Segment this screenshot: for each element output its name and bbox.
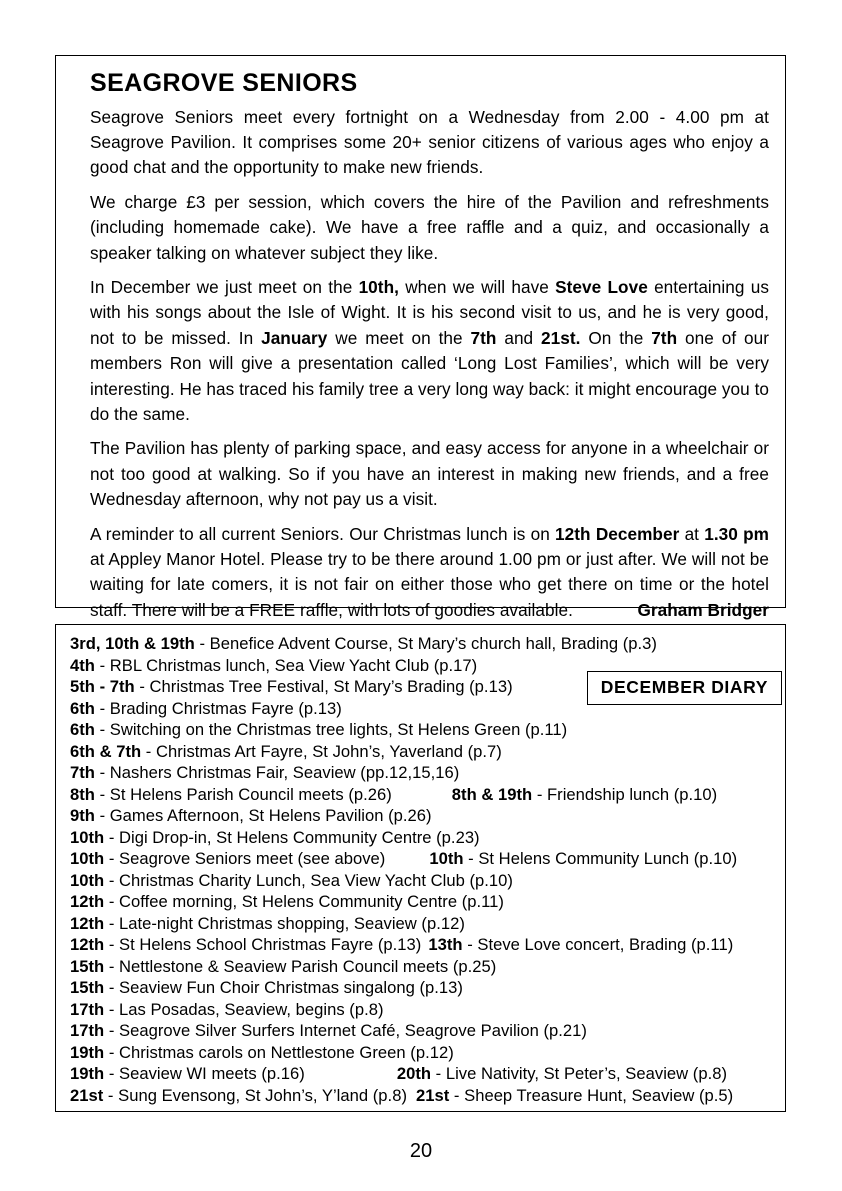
- diary-entry-date: 12th: [70, 892, 105, 911]
- diary-entry-date: 15th: [70, 956, 105, 976]
- diary-entry: [70, 1063, 775, 1085]
- diary-entry: [70, 827, 775, 849]
- diary-entry: [70, 913, 775, 935]
- diary-entry: [70, 1085, 775, 1107]
- article-paragraph: We charge £3 per session, which covers the hire of the Pavilion and refreshments (including homemade cake). We have a free raffle and a quiz, and occasionally a speaker talking on whatever subject they like.: [90, 191, 769, 263]
- diary-entry-secondary: [428, 934, 733, 956]
- diary-entry-text: - St Helens Parish Council meets (p.26): [94, 784, 392, 804]
- diary-entry: [70, 741, 775, 763]
- diary-entry-date: 10th: [70, 827, 105, 847]
- diary-entry-text: - St Helens Community Lunch (p.10): [463, 849, 738, 868]
- diary-entry-text: - Christmas Art Fayre, St John’s, Yaverland (p.7): [141, 741, 502, 761]
- diary-entry-date: 21st: [416, 1085, 450, 1105]
- diary-entry-date: 10th: [70, 849, 105, 868]
- article-body: [90, 105, 769, 624]
- diary-entry: [70, 1042, 775, 1064]
- diary-entry: [70, 762, 775, 784]
- diary-entry-date: 19th: [70, 1042, 105, 1062]
- diary-entry-date: 4th: [70, 655, 95, 675]
- diary-entry-text: - RBL Christmas lunch, Sea View Yacht Club (p.17): [94, 655, 478, 675]
- diary-entry-text: - Steve Love concert, Brading (p.11): [462, 935, 734, 954]
- diary-entry-date: 15th: [70, 978, 105, 997]
- diary-entry-date: 3rd, 10th & 19th: [70, 634, 195, 653]
- diary-entry: [70, 719, 775, 741]
- diary-entry-text: - Live Nativity, St Peter’s, Seaview (p.8): [431, 1064, 728, 1083]
- diary-entry-date: 13th: [428, 935, 463, 954]
- diary-entry-date: 10th: [70, 870, 105, 890]
- diary-entry-secondary: [452, 784, 717, 806]
- diary-entry-secondary: [397, 1063, 727, 1085]
- diary-entry-text: - Nettlestone & Seaview Parish Council meets (p.25): [104, 956, 497, 976]
- diary-entry-date: 17th: [70, 999, 105, 1019]
- diary-entry-date: 12th: [70, 913, 105, 933]
- diary-entry: [70, 805, 775, 827]
- article-paragraph: Seagrove Seniors meet every fortnight on a Wednesday from 2.00 - 4.00 pm at Seagrove Pavilion. It comprises some 20+ senior citizens of various ages who enjoy a good chat and the opportunity to make new friends.: [90, 106, 769, 178]
- diary-entry: [70, 934, 775, 956]
- diary-entry-text: - Christmas carols on Nettlestone Green (p.12): [104, 1042, 454, 1062]
- seagrove-seniors-article: [55, 55, 786, 620]
- diary-entry-date: 7th: [70, 763, 95, 782]
- diary-entry-text: - Las Posadas, Seaview, begins (p.8): [104, 999, 384, 1019]
- diary-entry-text: - Digi Drop-in, St Helens Community Centre (p.23): [104, 827, 480, 847]
- status-badge: DECEMBER DIARY: [587, 671, 782, 705]
- author-signature: Graham Bridger: [637, 599, 769, 620]
- diary-entry: [70, 848, 775, 870]
- diary-entry: [70, 870, 775, 892]
- diary-entry: [70, 999, 775, 1021]
- article-paragraph: A reminder to all current Seniors. Our Christmas lunch is on 12th December at 1.30 pm at Appley Manor Hotel. Please try to be there around 1.00 pm or just after. We will not be waiting for late comers, it is not fair on either those who get there on time or the hotel staff. There will be a FREE raffle, with lots of goodies available. Graham Bridger: [90, 522, 769, 624]
- diary-entry-text: - Coffee morning, St Helens Community Centre (p.11): [104, 892, 504, 911]
- diary-entry-text: - Switching on the Christmas tree lights, St Helens Green (p.11): [94, 720, 568, 739]
- diary-entry: [70, 633, 775, 655]
- diary-entry-date: 9th: [70, 806, 95, 825]
- diary-entry-date: 20th: [396, 1064, 432, 1083]
- article-paragraph: In December we just meet on the 10th, when we will have Steve Love entertaining us with his songs about the Isle of Wight. It is his second visit to us, and he is very good, not to be missed. In January we meet on the 7th and 21st. On the 7th one of our members Ron will give a presentation called ‘Long Lost Families’, which will be very interesting. He has traced his family tree a very long way back: it might encourage you to do the same.: [90, 276, 770, 424]
- diary-entry-date: 19th: [70, 1064, 105, 1083]
- diary-entry-date: 21st: [70, 1085, 104, 1105]
- diary-entry-date: 10th: [429, 849, 464, 868]
- diary-entry-date: 6th: [70, 698, 95, 718]
- page-title: SEAGROVE SENIORS: [90, 69, 358, 97]
- diary-entry-text: - Seagrove Seniors meet (see above): [104, 849, 386, 868]
- diary-entry-date: 12th: [70, 935, 105, 954]
- article-paragraph: The Pavilion has plenty of parking space, and easy access for anyone in a wheelchair or not too good at walking. So if you have an interest in making new friends, and a free Wednesday afternoon, why not pay us a visit.: [90, 438, 769, 510]
- diary-entry-text: - Christmas Tree Festival, St Mary’s Brading (p.13): [134, 677, 513, 696]
- diary-entry-text: - Games Afternoon, St Helens Pavilion (p.26): [94, 806, 432, 825]
- diary-entry-text: - Seagrove Silver Surfers Internet Café, Seagrove Pavilion (p.21): [104, 1021, 587, 1040]
- diary-entry-date: 6th & 7th: [70, 741, 142, 761]
- diary-entry: [70, 784, 775, 806]
- diary-entry-date: 8th & 19th: [451, 784, 533, 804]
- diary-entry-text: - St Helens School Christmas Fayre (p.13): [104, 935, 422, 954]
- diary-entry-text: - Christmas Charity Lunch, Sea View Yacht Club (p.10): [104, 870, 513, 890]
- diary-entry-text: - Brading Christmas Fayre (p.13): [94, 698, 342, 718]
- diary-entry-text: - Friendship lunch (p.10): [532, 784, 718, 804]
- diary-entry-date: 6th: [70, 720, 95, 739]
- diary-entry: [70, 956, 775, 978]
- diary-entry-date: 8th: [70, 784, 95, 804]
- diary-entry: [70, 977, 775, 999]
- diary-entry-date: 5th - 7th: [70, 677, 135, 696]
- diary-entry-text: - Seaview WI meets (p.16): [104, 1064, 305, 1083]
- diary-entry: [70, 891, 775, 913]
- december-diary-box: [55, 624, 786, 1112]
- diary-entry-text: - Nashers Christmas Fair, Seaview (pp.12,15,16): [94, 763, 460, 782]
- diary-entry-text: - Sung Evensong, St John’s, Y’land (p.8): [103, 1085, 407, 1105]
- diary-entry-text: - Late-night Christmas shopping, Seaview (p.12): [104, 913, 465, 933]
- page-number: 20: [409, 1140, 433, 1162]
- diary-entry-text: - Sheep Treasure Hunt, Seaview (p.5): [449, 1085, 734, 1105]
- diary-entry: [70, 1020, 775, 1042]
- diary-entry-date: 17th: [70, 1021, 105, 1040]
- diary-entry-secondary: [429, 848, 737, 870]
- diary-entry-text: - Benefice Advent Course, St Mary’s church hall, Brading (p.3): [194, 634, 657, 653]
- diary-entry-text: - Seaview Fun Choir Christmas singalong (p.13): [104, 978, 463, 997]
- diary-entry-secondary: [416, 1085, 733, 1107]
